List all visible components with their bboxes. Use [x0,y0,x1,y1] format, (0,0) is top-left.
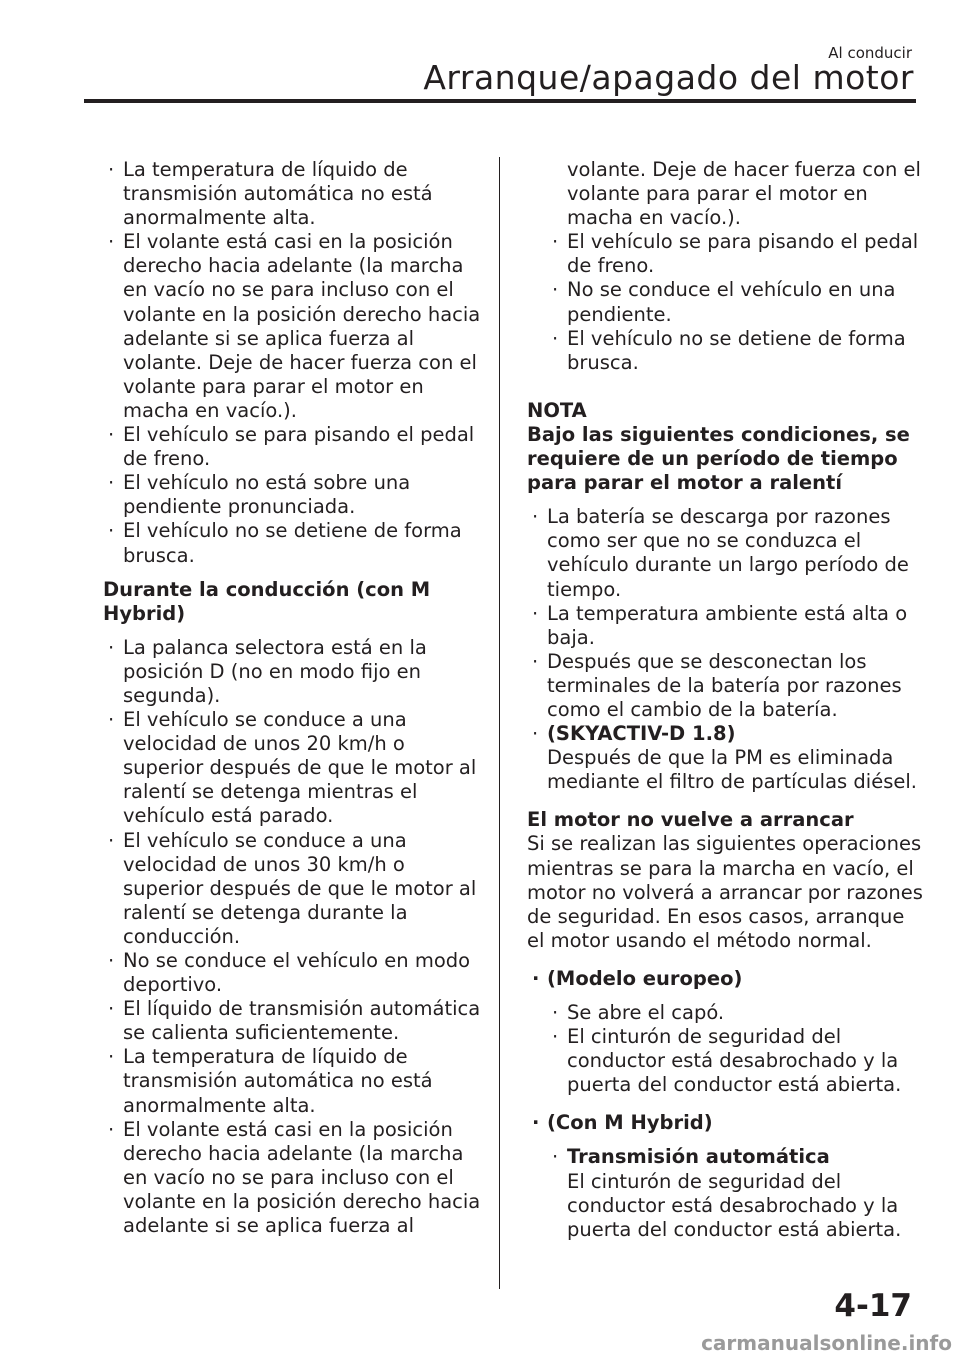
mhybrid-heading: Durante la conducción (con M Hybrid) [103,577,431,625]
list-item: · El vehículo no se detiene de forma brusca. [547,327,927,375]
restart-text: Si se realizan las siguientes operaciones mientras se para la marcha en vacío, el motor no volverá a arrancar por razones de seguridad. En esos casos, arranque el motor usando el método normal. [527,832,923,952]
list-item: · El vehículo se para pisando el pedal de freno. [103,423,485,471]
list-item: · No se conduce el vehículo en modo deportivo. [103,949,485,997]
restart-heading: El motor no vuelve a arrancar [527,808,854,832]
continued-text: volante. Deje de hacer fuerza con el volante para parar el motor en macha en vacío.). [567,158,921,230]
list-item: · El vehículo se para pisando el pedal de freno. [547,230,927,278]
skyactiv-label: · (SKYACTIV-D 1.8) [547,722,736,746]
euro-label: · (Modelo europeo) [527,967,927,991]
page-title: Arranque/apagado del motor [423,58,914,97]
list-item: · Se abre el capó. [547,1001,927,1025]
nota-heading: Bajo las siguientes condiciones, se requiere de un período de tiempo para parar el motor a ralentí [527,422,910,495]
transmission-label: · Transmisión automática [567,1145,830,1169]
skyactiv-text: Después de que la PM es eliminada mediante el filtro de partículas diésel. [547,746,917,794]
header-rule [84,99,916,103]
watermark: carmanualsonline.info [701,1331,952,1355]
right-column [527,158,927,1242]
list-item: · La temperatura de líquido de transmisión automática no está anormalmente alta. [103,158,485,230]
list-item: · El vehículo no se detiene de forma brusca. [103,519,485,567]
list-item: · La batería se descarga por razones como ser que no se conduzca el vehículo durante un largo período de tiempo. [527,505,927,601]
list-item: · La palanca selectora está en la posición D (no en modo fijo en segunda). [103,636,485,708]
list-item: · La temperatura ambiente está alta o baja. [527,602,927,650]
column-divider [499,157,500,1289]
transmission-text: El cinturón de seguridad del conductor está desabrochado y la puerta del conductor está abierta. [567,1169,902,1241]
list-item: · La temperatura de líquido de transmisión automática no está anormalmente alta. [103,1045,485,1117]
nota-label: NOTA [527,398,587,422]
section-label: Al conducir [828,44,912,62]
list-item: · No se conduce el vehículo en una pendiente. [547,278,927,326]
list-item: · Después que se desconectan los terminales de la batería por razones como el cambio de la batería. [527,650,927,722]
list-item: · El líquido de transmisión automática se calienta suficientemente. [103,997,485,1045]
list-item: · El vehículo se conduce a una velocidad de unos 30 km/h o superior después de que le motor al ralentí se detenga durante la conducción. [103,829,485,949]
left-column [103,158,485,1238]
list-item: · El volante está casi en la posición derecho hacia adelante (la marcha en vacío no se para incluso con el volante en la posición derecho hacia adelante si se aplica fuerza al [103,1118,485,1238]
list-item: · El vehículo no está sobre una pendiente pronunciada. [103,471,485,519]
mhybrid-label: · (Con M Hybrid) [527,1111,927,1135]
list-item [527,722,927,794]
page-number: 4-17 [834,1288,912,1324]
list-item: · El vehículo se conduce a una velocidad de unos 20 km/h o superior después de que le motor al ralentí se detenga mientras el vehículo está parado. [103,708,485,828]
list-item: · El volante está casi en la posición derecho hacia adelante (la marcha en vacío no se para incluso con el volante en la posición derecho hacia adelante si se aplica fuerza al volante. Deje de hacer fuerza con el volante para parar el motor en macha en vacío.). [103,230,485,423]
list-item [547,1145,927,1241]
list-item: · El cinturón de seguridad del conductor está desabrochado y la puerta del conductor está abierta. [547,1025,927,1097]
